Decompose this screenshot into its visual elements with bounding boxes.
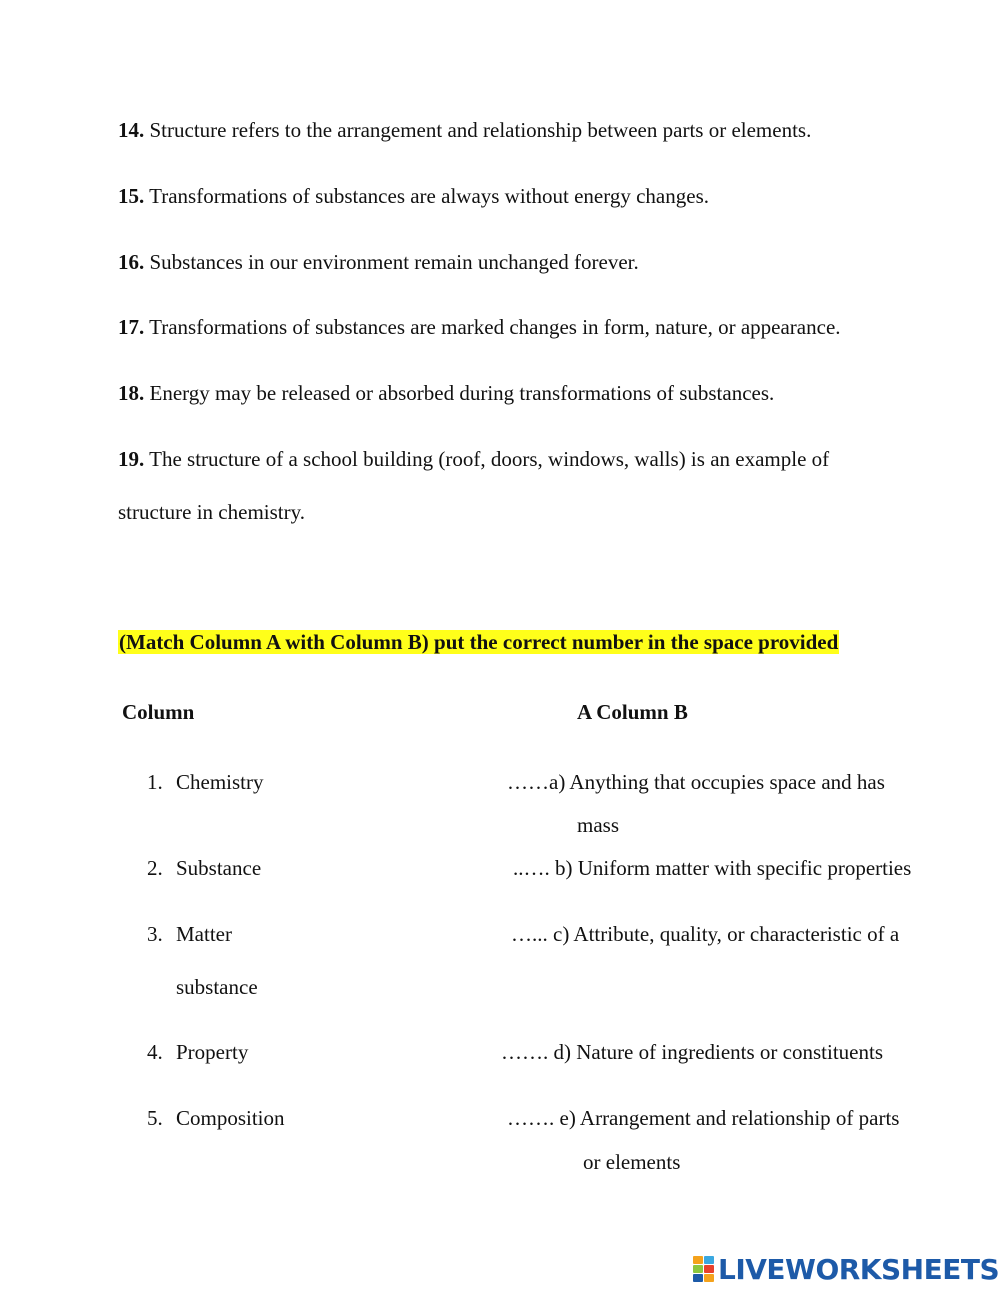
left-item-3: [147, 922, 163, 947]
question-number: 17.: [118, 315, 145, 339]
matching-instruction: [118, 630, 839, 655]
question-text: Structure refers to the arrangement and relationship between parts or elements.: [144, 118, 812, 142]
left-item-3-overflow: substance: [176, 975, 258, 999]
question-19: [118, 447, 829, 472]
right-item-a: ……a) Anything that occupies space and has: [507, 770, 885, 794]
question-text: Energy may be released or absorbed during transformations of substances.: [144, 381, 775, 405]
item-number: 4.: [147, 1040, 163, 1064]
question-16: [118, 250, 639, 275]
question-number: 19.: [118, 447, 145, 471]
question-text: The structure of a school building (roof, doors, windows, walls) is an example of: [144, 447, 830, 471]
right-item-d: ……. d) Nature of ingredients or constituents: [501, 1040, 883, 1064]
question-number: 15.: [118, 184, 145, 208]
column-b-header: A Column B: [577, 700, 688, 724]
question-number: 18.: [118, 381, 145, 405]
left-item-5-label: Composition: [176, 1106, 285, 1130]
item-number: 5.: [147, 1106, 163, 1130]
left-item-2-label: Substance: [176, 856, 262, 880]
question-14: [118, 118, 811, 143]
item-number: 3.: [147, 922, 163, 946]
right-item-e: ……. e) Arrangement and relationship of parts: [507, 1106, 900, 1130]
column-a-header: Column: [122, 700, 195, 724]
liveworksheets-logo: [693, 1252, 999, 1286]
left-item-4: [147, 1040, 163, 1065]
question-text: Transformations of substances are always without energy changes.: [144, 184, 709, 208]
question-text: Substances in our environment remain unchanged forever.: [144, 250, 639, 274]
left-item-1: [147, 770, 163, 795]
question-15: [118, 184, 709, 209]
liveworksheets-wordmark: LIVEWORKSHEETS: [718, 1252, 1000, 1286]
liveworksheets-logo-icon: [693, 1256, 715, 1282]
left-item-2: [147, 856, 163, 881]
left-item-1-label: Chemistry: [176, 770, 264, 794]
left-item-4-label: Property: [176, 1040, 249, 1064]
question-17: [118, 315, 841, 340]
right-item-e-continuation: or elements: [583, 1150, 681, 1174]
question-number: 14.: [118, 118, 145, 142]
question-text: Transformations of substances are marked changes in form, nature, or appearance.: [144, 315, 841, 339]
right-item-c: …... c) Attribute, quality, or characteristic of a: [511, 922, 900, 946]
highlighted-instruction: (Match Column A with Column B) put the correct number in the space provided: [119, 630, 839, 654]
right-item-a-continuation: mass: [577, 813, 619, 837]
question-18: [118, 381, 774, 406]
item-number: 1.: [147, 770, 163, 794]
question-number: 16.: [118, 250, 145, 274]
left-item-5: [147, 1106, 163, 1131]
question-19-continuation: structure in chemistry.: [118, 500, 306, 524]
left-item-3-label: Matter: [176, 922, 232, 946]
item-number: 2.: [147, 856, 163, 880]
right-item-b: ..…. b) Uniform matter with specific properties: [513, 856, 912, 880]
